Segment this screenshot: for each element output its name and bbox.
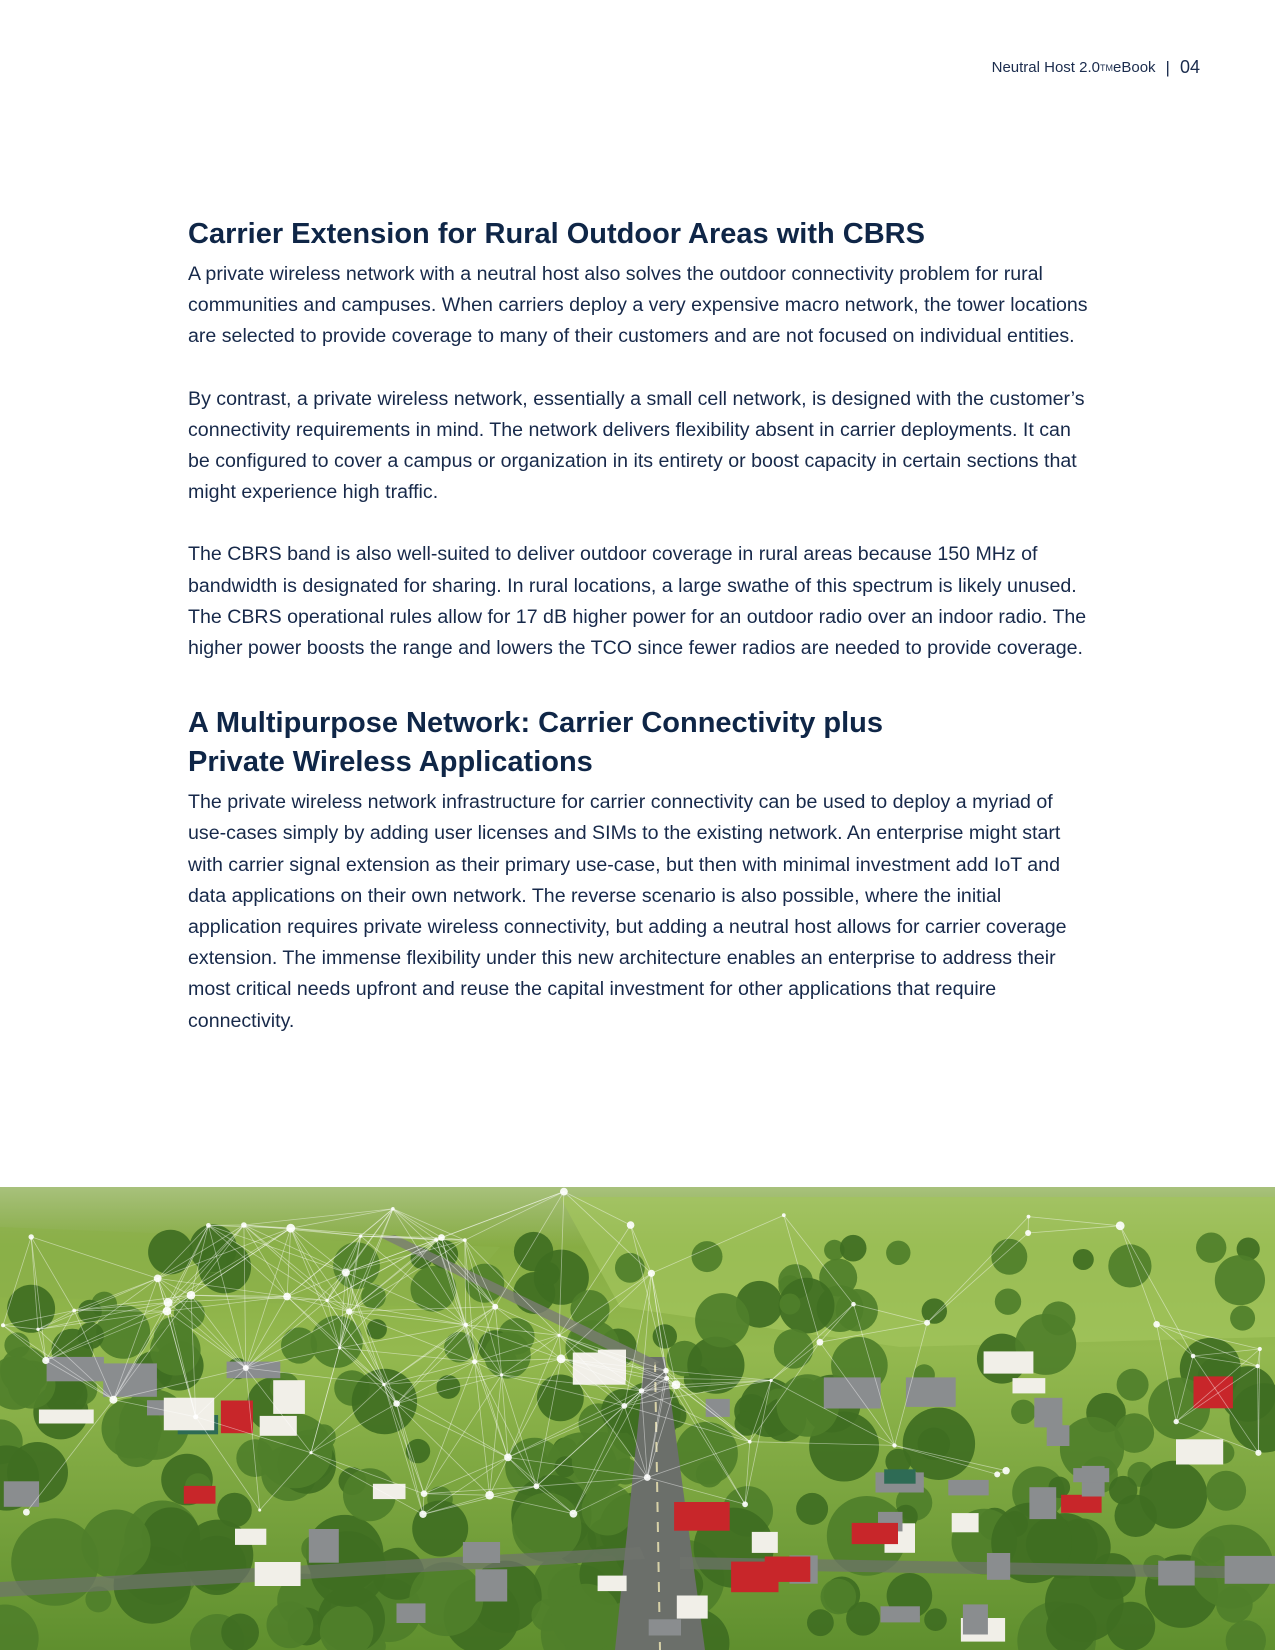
house-shape	[1029, 1487, 1056, 1519]
tree-shape	[991, 1239, 1027, 1275]
network-node	[36, 1328, 39, 1331]
network-node	[72, 1309, 76, 1313]
house-shape	[103, 1363, 157, 1396]
tree-shape	[367, 1319, 387, 1339]
house-shape	[852, 1523, 898, 1544]
network-node	[621, 1403, 627, 1409]
house-shape	[273, 1380, 305, 1414]
heading-line: A Multipurpose Network: Carrier Connectivity plus	[188, 707, 884, 740]
tree-shape	[1196, 1233, 1226, 1263]
tree-shape	[924, 1608, 947, 1631]
house-shape	[235, 1529, 266, 1545]
house-shape	[598, 1576, 627, 1592]
network-node	[560, 1188, 568, 1196]
tree-shape	[692, 1241, 723, 1272]
house-shape	[1194, 1376, 1233, 1408]
house-shape	[952, 1513, 979, 1532]
tree-shape	[572, 1432, 630, 1490]
tree-shape	[1108, 1244, 1151, 1287]
network-node	[1258, 1347, 1262, 1351]
network-node	[286, 1224, 295, 1233]
network-node	[892, 1443, 896, 1447]
tree-shape	[1011, 1400, 1035, 1424]
network-node	[23, 1509, 30, 1516]
network-node	[672, 1380, 681, 1389]
section-rural-outdoor	[188, 215, 1088, 664]
house-shape	[1013, 1378, 1046, 1393]
house-shape	[309, 1529, 339, 1563]
network-node	[241, 1222, 247, 1228]
network-node	[1027, 1215, 1031, 1219]
house-shape	[221, 1401, 253, 1434]
tree-shape	[903, 1408, 975, 1480]
network-node	[391, 1207, 395, 1211]
tree-shape	[846, 1602, 880, 1636]
network-node	[258, 1509, 261, 1512]
tree-shape	[1216, 1586, 1253, 1623]
network-node	[851, 1302, 856, 1307]
house-shape	[475, 1569, 507, 1601]
network-node	[639, 1388, 644, 1393]
house-shape	[963, 1604, 988, 1634]
house-shape	[1034, 1398, 1062, 1428]
network-node	[994, 1471, 1000, 1477]
network-node	[817, 1339, 824, 1346]
section-heading-rural-outdoor: Carrier Extension for Rural Outdoor Areas with CBRS	[188, 218, 925, 250]
network-node	[346, 1308, 352, 1314]
network-node	[187, 1291, 196, 1300]
tree-shape	[4, 1332, 29, 1357]
house-shape	[463, 1542, 500, 1563]
tree-shape	[922, 1298, 947, 1323]
network-node	[1002, 1467, 1009, 1474]
tree-shape	[1115, 1413, 1155, 1453]
network-node	[748, 1440, 752, 1444]
network-node	[924, 1320, 930, 1326]
tree-shape	[406, 1439, 430, 1463]
house-shape	[1047, 1425, 1070, 1446]
network-node	[648, 1270, 655, 1277]
network-node	[359, 1234, 362, 1237]
tree-shape	[582, 1483, 634, 1535]
house-shape	[1061, 1495, 1102, 1513]
network-node	[29, 1234, 34, 1239]
network-node	[434, 1238, 438, 1242]
house-shape	[906, 1377, 956, 1407]
network-node	[438, 1234, 445, 1241]
page-number: 04	[1179, 57, 1200, 77]
network-node	[243, 1365, 249, 1371]
network-node	[338, 1346, 341, 1349]
ebook-title: Neutral Host 2.0	[991, 59, 1100, 76]
house-shape	[260, 1416, 297, 1436]
network-node	[769, 1379, 772, 1382]
network-node	[485, 1491, 494, 1500]
tree-shape	[7, 1285, 55, 1333]
tree-shape	[1206, 1471, 1246, 1511]
section-heading-multipurpose-network	[188, 704, 1088, 782]
network-node	[1255, 1450, 1261, 1456]
network-node	[504, 1454, 512, 1462]
tree-shape	[409, 1562, 483, 1636]
house-shape	[184, 1486, 216, 1504]
network-node	[557, 1354, 566, 1363]
house-shape	[255, 1562, 301, 1586]
network-node	[663, 1368, 669, 1374]
network-node	[421, 1490, 428, 1497]
network-node	[42, 1357, 49, 1364]
network-node	[644, 1474, 651, 1481]
tree-shape	[81, 1510, 150, 1579]
running-header: Neutral Host 2.0 TM eBook | 04	[991, 57, 1200, 77]
tree-shape	[1230, 1306, 1255, 1331]
house-shape	[373, 1484, 406, 1499]
tree-shape	[779, 1294, 800, 1315]
header-separator: |	[1165, 57, 1170, 77]
network-node	[206, 1223, 211, 1228]
tree-shape	[267, 1602, 314, 1649]
house-shape	[649, 1619, 681, 1635]
network-node	[782, 1213, 786, 1217]
house-shape	[752, 1532, 778, 1553]
network-node	[1153, 1321, 1160, 1328]
network-node	[1116, 1221, 1125, 1230]
network-node	[1256, 1364, 1260, 1368]
tree-shape	[840, 1235, 867, 1262]
heading-line: Private Wireless Applications	[188, 746, 593, 779]
tree-shape	[995, 1289, 1021, 1315]
house-shape	[677, 1596, 708, 1619]
network-node	[664, 1376, 669, 1381]
house-shape	[984, 1351, 1034, 1373]
network-node	[342, 1269, 350, 1277]
network-node	[1174, 1419, 1179, 1424]
house-shape	[39, 1410, 94, 1424]
tree-shape	[412, 1501, 468, 1557]
network-node	[627, 1221, 635, 1229]
network-node	[283, 1293, 291, 1301]
main-content	[188, 215, 1088, 1037]
tree-shape	[653, 1324, 677, 1348]
network-node	[570, 1510, 578, 1518]
section-multipurpose-network	[188, 704, 1088, 1037]
network-node	[393, 1400, 400, 1407]
house-shape	[1158, 1561, 1195, 1586]
tree-shape	[886, 1241, 910, 1265]
house-shape	[987, 1553, 1010, 1580]
tree-shape	[1109, 1476, 1137, 1504]
network-node	[309, 1451, 312, 1454]
paragraph: By contrast, a private wireless network, essentially a small cell network, is designed with the customer’s connectivity requirements in mind. The network delivers flexibility absent in carrier deployments. It can be configured to cover a campus or organization in its entirety or boost capacity in certain sections that might experience high traffic.	[188, 387, 1085, 504]
tree-shape	[615, 1253, 645, 1283]
tree-shape	[96, 1305, 150, 1359]
network-node	[500, 1373, 503, 1376]
network-node	[742, 1501, 748, 1507]
house-shape	[881, 1606, 920, 1622]
tree-shape	[1073, 1249, 1094, 1270]
tree-shape	[1215, 1255, 1265, 1305]
house-shape	[674, 1502, 730, 1531]
tree-shape	[695, 1293, 749, 1347]
house-shape	[824, 1377, 881, 1408]
network-node	[472, 1359, 477, 1364]
network-node	[193, 1414, 198, 1419]
house-shape	[397, 1603, 426, 1623]
network-node	[492, 1304, 498, 1310]
network-node	[164, 1298, 173, 1307]
tree-shape	[221, 1614, 259, 1650]
ebook-suffix: eBook	[1113, 59, 1156, 76]
house-shape	[884, 1469, 915, 1483]
house-shape	[1225, 1556, 1275, 1584]
network-node	[163, 1307, 172, 1316]
house-shape	[1073, 1468, 1109, 1482]
house-shape	[164, 1398, 214, 1431]
network-node	[419, 1511, 426, 1518]
network-node	[382, 1383, 385, 1386]
tree-shape	[796, 1493, 828, 1525]
network-node	[463, 1238, 467, 1242]
paragraph: The private wireless network infrastructure for carrier connectivity can be used to deploy a myriad of use-cases simply by adding user licenses and SIMs to the existing network. An enterprise might start with carrier signal extension as their primary use-case, but then with minimal investment add IoT and data applications on their own network. The reverse scenario is also possible, where the initial application requires private wireless connectivity, but adding a neutral host allows for carrier coverage extension. The immense flexibility under this new architecture enables an enterprise to address their most critical needs upfront and reuse the capital investment for other applications that require connectivity.	[188, 791, 1067, 1032]
tree-shape	[552, 1584, 621, 1650]
tree-shape	[484, 1332, 531, 1379]
network-node	[1, 1323, 5, 1327]
network-node	[109, 1396, 117, 1404]
rural-town-network-image	[0, 1187, 1275, 1650]
network-node	[1191, 1354, 1196, 1359]
tree-shape	[807, 1609, 834, 1636]
network-node	[325, 1299, 328, 1302]
paragraph: The CBRS band is also well-suited to deliver outdoor coverage in rural areas because 150 MHz of bandwidth is designated for sharing. In rural locations, a large swathe of this spectrum is likely unused. The CBRS operational rules allow for 17 dB higher power for an outdoor radio over an indoor radio. The higher power boosts the range and lowers the TCO since fewer radios are needed to provide coverage.	[188, 543, 1087, 660]
network-node	[558, 1334, 561, 1337]
paragraph: A private wireless network with a neutral host also solves the outdoor connectivity problem for rural communities and campuses. When carriers deploy a very expensive macro network, the tower locations are selected to provide coverage to many of their customers and are not focused on individual entities.	[188, 263, 1088, 348]
network-node	[1025, 1230, 1031, 1236]
tree-shape	[1198, 1536, 1224, 1562]
house-shape	[1176, 1439, 1223, 1464]
network-node	[464, 1323, 468, 1327]
network-node	[154, 1275, 162, 1283]
tree-shape	[1117, 1369, 1149, 1401]
network-node	[534, 1483, 540, 1489]
house-shape	[765, 1557, 811, 1582]
house-shape	[948, 1480, 988, 1496]
